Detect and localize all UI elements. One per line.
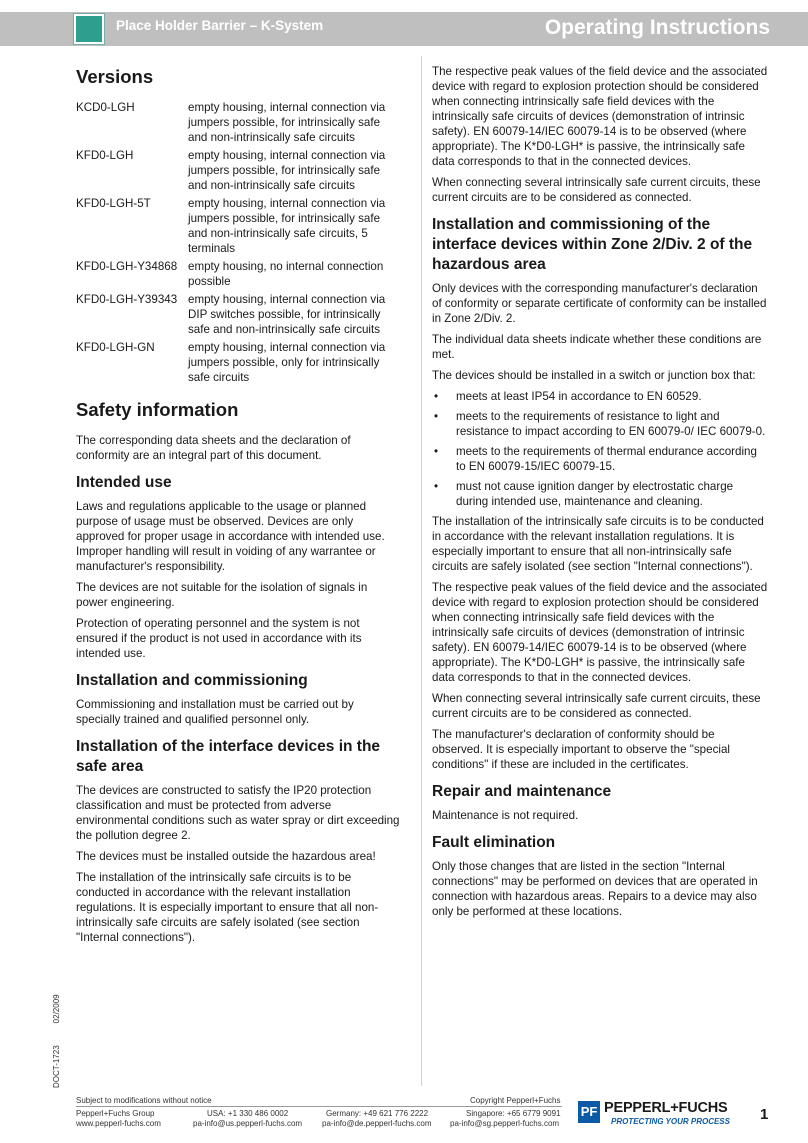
version-row: [76, 148, 401, 193]
zone2-paragraph: The manufacturer's declaration of conformity should be observed. It is especially important to observe the "special conditions" if these are included in the certificates.: [432, 728, 730, 771]
version-code: KFD0-LGH-Y34868: [76, 260, 178, 273]
intended-use-paragraph: Protection of operating personnel and the system is not ensured if the product is not used in accordance with its intended use.: [76, 617, 362, 660]
zone2-paragraph: The installation of the intrinsically safe circuits is to be conducted in accordance with the relevant installation regulations. It is especially important to ensure that all non-intrinsically safe circuits are safely isolated (see section "Internal connections").: [432, 515, 764, 573]
intended-use-paragraph: Laws and regulations applicable to the usage or planned purpose of usage must be observed. Devices are only approved for proper usage in accordance with intended use. Improper handling will result in voiding of any warrantee or manufacturer's responsibility.: [76, 500, 385, 573]
installation-paragraph: Commissioning and installation must be carried out by specially trained and qualified personnel only.: [76, 698, 354, 726]
safe-area-paragraph: The installation of the intrinsically safe circuits is to be conducted in accordance with the relevant installation regulations. It is especially important to ensure that all non-intrinsically safe circuits are safely isolated (see section "Internal connections").: [76, 871, 379, 944]
repair-heading: Repair and maintenance: [432, 783, 612, 800]
header-title: Place Holder Barrier – K-System: [116, 18, 324, 33]
version-code: KCD0-LGH: [76, 101, 135, 114]
version-row: [76, 100, 401, 145]
safety-heading: Safety information: [76, 399, 239, 420]
footer-divider: [76, 1106, 562, 1107]
company-tagline: PROTECTING YOUR PROCESS: [611, 1117, 730, 1126]
footer-web-link[interactable]: www.pepperl-fuchs.com: [76, 1119, 161, 1128]
left-column: [76, 60, 401, 951]
zone2-paragraph: The individual data sheets indicate whether these conditions are met.: [432, 333, 762, 361]
footer-germany-email[interactable]: pa-info@de.pepperl-fuchs.com: [322, 1119, 432, 1128]
list-item: • meets to the requirements of resistance to light and resistance to impact according to EN 60079-0/ IEC 60079-0.: [432, 409, 768, 439]
zone2-paragraph: Only devices with the corresponding manufacturer's declaration of conformity or separate certificate of conformity can be installed in Zone 2/Div. 2.: [432, 282, 767, 325]
safe-area-heading: Installation of the interface devices in the safe area: [76, 738, 381, 775]
document-date: 02/2009: [52, 994, 61, 1024]
connected-circuits-paragraph: When connecting several intrinsically safe current circuits, these current circuits are to be considered as connected.: [432, 176, 761, 204]
version-code: KFD0-LGH-5T: [76, 197, 151, 210]
peak-values-paragraph: The respective peak values of the field device and the associated device with regard to explosion protection should be considered when connecting intrinsically safe field devices with the intrinsically safe circuits of devices (demonstration of intrinsic safety). EN 60079-14/IEC 60079-14 is to be observed (where appropriate). The K*D0-LGH* is passive, the intrinsically safe data corresponds to that in the connected devices.: [432, 65, 768, 168]
list-item: • must not cause ignition danger by electrostatic charge during intended use, maintenance and cleaning.: [432, 479, 768, 509]
company-logo-text: PEPPERL+FUCHS: [604, 1100, 728, 1116]
version-row: [76, 340, 401, 385]
document-reference: [52, 988, 66, 1088]
footer-copyright: Copyright Pepperl+Fuchs: [470, 1096, 561, 1105]
list-item: • meets to the requirements of thermal endurance according to EN 60079-15/IEC 60079-15.: [432, 444, 768, 474]
footer-germany-phone: Germany: +49 621 776 2222: [326, 1109, 429, 1118]
version-desc: empty housing, internal connection via jumpers possible, for intrinsically safe and non-intrinsically safe circuits: [188, 149, 386, 192]
fault-heading: Fault elimination: [432, 834, 556, 851]
right-column: [432, 64, 768, 925]
version-desc: empty housing, internal connection via jumpers possible, for intrinsically safe and non-intrinsically safe circuits: [188, 101, 386, 144]
version-code: KFD0-LGH-Y39343: [76, 293, 178, 306]
zone2-requirements-list: [432, 389, 768, 509]
zone2-paragraph: The devices should be installed in a switch or junction box that:: [432, 369, 756, 382]
zone2-paragraph: When connecting several intrinsically safe current circuits, these current circuits are to be considered as connected.: [432, 692, 761, 720]
footer-singapore-email[interactable]: pa-info@sg.pepperl-fuchs.com: [450, 1119, 560, 1128]
zone2-heading: Installation and commissioning of the interface devices within Zone 2/Div. 2 of the hazardous area: [432, 216, 753, 273]
version-row: [76, 196, 401, 256]
version-desc: empty housing, internal connection via jumpers possible, only for intrinsically safe circuits: [188, 341, 386, 384]
installation-heading: Installation and commissioning: [76, 672, 308, 689]
intended-use-heading: Intended use: [76, 474, 172, 491]
zone2-paragraph: The respective peak values of the field device and the associated device with regard to explosion protection should be considered when connecting intrinsically safe field devices with the intrinsically safe circuits of devices (demonstration of intrinsic safety). EN 60079-14/IEC 60079-14 is to be observed (where appropriate). The K*D0-LGH* is passive, the intrinsically safe data corresponds to that in the connected devices.: [432, 581, 768, 684]
page-number: 1: [760, 1106, 769, 1123]
header-square-icon: [74, 14, 104, 44]
fault-paragraph: Only those changes that are listed in the section "Internal connections" may be performed on devices that are operated in connection with hazardous areas. Repairs to a device may also only be performed at these locations.: [432, 860, 758, 918]
document-number: DOCT-1723: [52, 1045, 61, 1088]
repair-paragraph: Maintenance is not required.: [432, 809, 579, 822]
footer-usa-phone: USA: +1 330 486 0002: [207, 1109, 289, 1118]
column-divider: [421, 56, 422, 1086]
version-row: [76, 292, 401, 337]
versions-list: [76, 100, 401, 385]
header-document-type: Operating Instructions: [544, 16, 770, 39]
intended-use-paragraph: The devices are not suitable for the isolation of signals in power engineering.: [76, 581, 368, 609]
list-item: • meets at least IP54 in accordance to EN 60529.: [432, 389, 768, 404]
versions-heading: Versions: [76, 66, 154, 87]
footer-singapore-phone: Singapore: +65 6779 9091: [466, 1109, 561, 1118]
version-row: [76, 259, 401, 289]
version-desc: empty housing, no internal connection possible: [188, 260, 384, 288]
version-desc: empty housing, internal connection via DIP switches possible, for intrinsically safe and non-intrinsically safe circuits: [188, 293, 386, 336]
safe-area-paragraph: The devices must be installed outside the hazardous area!: [76, 850, 376, 863]
footer-group: Pepperl+Fuchs Group: [76, 1109, 155, 1118]
safe-area-paragraph: The devices are constructed to satisfy the IP20 protection classification and must be protected from adverse environmental conditions such as water spray or dirt exceeding the pollution degree 2.: [76, 784, 400, 842]
version-code: KFD0-LGH-GN: [76, 341, 155, 354]
footer-notice: Subject to modifications without notice: [76, 1096, 212, 1105]
footer-usa-email[interactable]: pa-info@us.pepperl-fuchs.com: [193, 1119, 303, 1128]
version-desc: empty housing, internal connection via jumpers possible, for intrinsically safe and non-intrinsically safe circuits, 5 terminals: [188, 197, 386, 255]
pepperl-fuchs-logo-icon: PF: [578, 1101, 600, 1123]
version-code: KFD0-LGH: [76, 149, 134, 162]
safety-paragraph: The corresponding data sheets and the declaration of conformity are an integral part of this document.: [76, 434, 351, 462]
